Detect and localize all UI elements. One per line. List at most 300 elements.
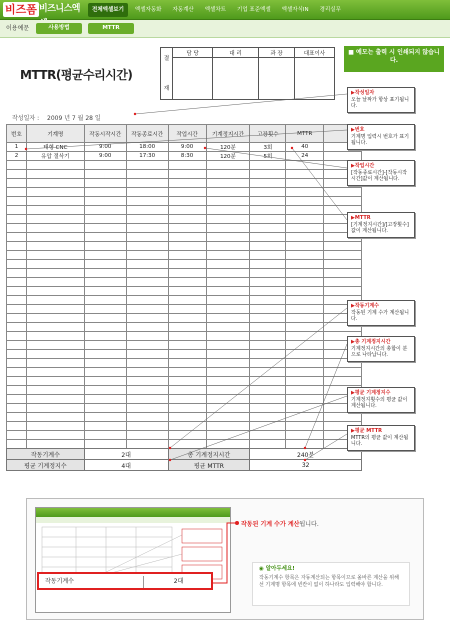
table-cell[interactable] xyxy=(168,377,206,386)
table-cell[interactable] xyxy=(286,287,324,296)
table-cell[interactable] xyxy=(126,359,168,368)
table-cell[interactable] xyxy=(206,404,250,413)
table-cell[interactable] xyxy=(7,179,27,188)
table-cell[interactable] xyxy=(286,359,324,368)
table-cell[interactable] xyxy=(324,197,362,206)
nav-item-excel-automation[interactable]: 엑셀자동화 xyxy=(134,7,162,13)
note-avg-mttr xyxy=(347,425,415,451)
table-cell[interactable] xyxy=(168,332,206,341)
table-cell[interactable] xyxy=(286,161,324,170)
table-cell[interactable] xyxy=(7,323,27,332)
table-cell[interactable] xyxy=(324,188,362,197)
table-cell[interactable] xyxy=(206,377,250,386)
approval-sign-manager[interactable] xyxy=(259,58,295,100)
table-cell[interactable] xyxy=(126,188,168,197)
table-cell[interactable] xyxy=(206,224,250,233)
table-cell[interactable] xyxy=(206,305,250,314)
table-cell[interactable] xyxy=(7,332,27,341)
table-cell[interactable] xyxy=(26,359,84,368)
table-cell[interactable] xyxy=(324,251,362,260)
table-cell[interactable] xyxy=(7,269,27,278)
table-cell[interactable] xyxy=(84,413,126,422)
table-cell[interactable] xyxy=(168,251,206,260)
table-cell[interactable] xyxy=(286,206,324,215)
table-cell[interactable] xyxy=(286,386,324,395)
table-cell[interactable] xyxy=(250,242,286,251)
table-cell[interactable] xyxy=(286,350,324,359)
table-cell[interactable] xyxy=(84,215,126,224)
table-cell[interactable] xyxy=(324,278,362,287)
table-cell[interactable] xyxy=(7,233,27,242)
table-cell[interactable] xyxy=(286,170,324,179)
table-cell[interactable] xyxy=(250,341,286,350)
date-value[interactable]: 2009 년 7 월 28 일 xyxy=(47,115,101,122)
table-cell[interactable] xyxy=(206,368,250,377)
table-cell[interactable] xyxy=(286,233,324,242)
table-cell[interactable] xyxy=(206,251,250,260)
table-cell[interactable] xyxy=(168,422,206,431)
table-cell[interactable] xyxy=(126,377,168,386)
table-cell[interactable] xyxy=(168,215,206,224)
table-cell[interactable] xyxy=(168,395,206,404)
table-cell[interactable] xyxy=(168,287,206,296)
table-cell[interactable] xyxy=(206,341,250,350)
table-cell[interactable]: 2 xyxy=(7,152,27,161)
table-cell[interactable] xyxy=(26,287,84,296)
table-cell[interactable] xyxy=(168,341,206,350)
table-cell[interactable] xyxy=(26,314,84,323)
table-cell[interactable] xyxy=(84,296,126,305)
table-cell[interactable] xyxy=(206,422,250,431)
table-cell[interactable] xyxy=(26,170,84,179)
table-cell[interactable] xyxy=(250,215,286,224)
table-cell[interactable] xyxy=(168,386,206,395)
table-cell[interactable] xyxy=(126,314,168,323)
table-cell[interactable] xyxy=(250,323,286,332)
table-cell[interactable] xyxy=(84,305,126,314)
table-cell[interactable] xyxy=(286,413,324,422)
table-cell[interactable] xyxy=(7,161,27,170)
table-cell[interactable] xyxy=(250,305,286,314)
table-cell[interactable] xyxy=(26,350,84,359)
table-cell[interactable] xyxy=(250,197,286,206)
table-cell[interactable] xyxy=(250,278,286,287)
table-cell[interactable] xyxy=(126,269,168,278)
table-cell[interactable] xyxy=(84,224,126,233)
table-cell[interactable] xyxy=(126,422,168,431)
table-cell[interactable] xyxy=(126,323,168,332)
table-cell[interactable] xyxy=(26,395,84,404)
table-cell[interactable]: 8:30 xyxy=(168,152,206,161)
table-cell[interactable] xyxy=(286,179,324,188)
table-cell[interactable] xyxy=(7,260,27,269)
table-cell[interactable] xyxy=(206,179,250,188)
table-cell[interactable] xyxy=(84,278,126,287)
table-cell[interactable] xyxy=(84,260,126,269)
table-row xyxy=(7,431,362,440)
table-cell[interactable] xyxy=(84,404,126,413)
table-cell[interactable] xyxy=(206,260,250,269)
table-cell[interactable] xyxy=(7,386,27,395)
table-cell[interactable] xyxy=(7,278,27,287)
table-cell[interactable] xyxy=(84,170,126,179)
table-cell[interactable] xyxy=(206,215,250,224)
table-cell[interactable]: 120분 xyxy=(206,143,250,152)
table-cell[interactable] xyxy=(206,413,250,422)
table-cell[interactable] xyxy=(7,170,27,179)
table-cell[interactable] xyxy=(126,395,168,404)
table-cell[interactable] xyxy=(84,161,126,170)
table-cell[interactable] xyxy=(7,368,27,377)
approval-sign-staff[interactable] xyxy=(173,58,213,100)
table-cell[interactable] xyxy=(168,170,206,179)
table-cell[interactable] xyxy=(286,431,324,440)
table-cell[interactable] xyxy=(168,431,206,440)
table-cell[interactable] xyxy=(7,224,27,233)
table-cell[interactable] xyxy=(26,305,84,314)
table-cell[interactable]: 17:30 xyxy=(126,152,168,161)
table-cell[interactable] xyxy=(286,197,324,206)
note-title: ▶총 기계정지시간 xyxy=(351,339,391,345)
table-cell[interactable] xyxy=(286,314,324,323)
table-cell[interactable] xyxy=(126,296,168,305)
table-cell[interactable] xyxy=(126,431,168,440)
table-cell[interactable] xyxy=(206,188,250,197)
table-cell[interactable] xyxy=(324,413,362,422)
table-cell[interactable] xyxy=(168,269,206,278)
table-cell[interactable] xyxy=(126,260,168,269)
table-cell[interactable] xyxy=(26,377,84,386)
callout-text xyxy=(241,519,319,528)
table-cell[interactable] xyxy=(126,368,168,377)
table-cell[interactable] xyxy=(206,161,250,170)
how-to-use-button[interactable]: 사용방법 xyxy=(36,23,82,34)
table-cell[interactable] xyxy=(7,215,27,224)
table-cell[interactable] xyxy=(84,314,126,323)
print-notice: ■ 예모는 출력 시 인쇄되지 않습니다. xyxy=(344,46,444,72)
table-cell[interactable] xyxy=(26,206,84,215)
table-cell[interactable] xyxy=(126,341,168,350)
nav-item-all-excel[interactable]: 전체엑셀보기 xyxy=(88,3,128,17)
table-cell[interactable] xyxy=(168,260,206,269)
table-cell[interactable] xyxy=(206,359,250,368)
table-cell[interactable] xyxy=(84,269,126,278)
table-cell[interactable] xyxy=(286,395,324,404)
table-cell[interactable] xyxy=(126,215,168,224)
table-cell[interactable] xyxy=(250,314,286,323)
table-cell[interactable] xyxy=(286,422,324,431)
table-cell[interactable] xyxy=(126,404,168,413)
table-cell[interactable] xyxy=(84,197,126,206)
table-cell[interactable]: 9:00 xyxy=(84,152,126,161)
table-cell[interactable] xyxy=(84,395,126,404)
table-cell[interactable] xyxy=(126,224,168,233)
table-cell[interactable] xyxy=(206,323,250,332)
table-cell[interactable] xyxy=(168,179,206,188)
table-cell[interactable] xyxy=(324,287,362,296)
mttr-sheet-button[interactable]: MTTR xyxy=(88,23,134,34)
table-cell[interactable] xyxy=(84,377,126,386)
table-cell[interactable] xyxy=(126,161,168,170)
table-cell[interactable] xyxy=(26,188,84,197)
table-cell[interactable] xyxy=(250,287,286,296)
table-cell[interactable] xyxy=(168,296,206,305)
table-cell[interactable]: 18:00 xyxy=(126,143,168,152)
table-cell[interactable] xyxy=(206,287,250,296)
table-cell[interactable] xyxy=(250,170,286,179)
table-cell[interactable] xyxy=(84,179,126,188)
table-cell[interactable] xyxy=(126,305,168,314)
table-cell[interactable] xyxy=(250,296,286,305)
table-cell[interactable] xyxy=(26,179,84,188)
table-cell[interactable] xyxy=(126,197,168,206)
table-cell[interactable] xyxy=(7,377,27,386)
table-row xyxy=(7,197,362,206)
table-cell[interactable] xyxy=(168,278,206,287)
table-cell[interactable]: 40 xyxy=(286,143,324,152)
table-cell[interactable] xyxy=(250,179,286,188)
table-cell[interactable] xyxy=(84,233,126,242)
nav-item-excel-chart[interactable]: 엑셀차트 xyxy=(204,7,226,13)
col-header-start: 작동시작시간 xyxy=(84,125,126,143)
table-cell[interactable] xyxy=(84,386,126,395)
table-cell[interactable] xyxy=(84,323,126,332)
table-cell[interactable] xyxy=(168,224,206,233)
table-cell[interactable]: 3회 xyxy=(250,143,286,152)
table-cell[interactable] xyxy=(84,188,126,197)
table-cell[interactable] xyxy=(286,323,324,332)
table-cell[interactable] xyxy=(206,278,250,287)
table-cell[interactable]: 9:00 xyxy=(168,143,206,152)
table-cell[interactable] xyxy=(286,260,324,269)
table-cell[interactable] xyxy=(7,395,27,404)
table-cell[interactable] xyxy=(126,170,168,179)
nav-item-auto-calc[interactable]: 자동계산 xyxy=(172,7,194,13)
table-cell[interactable] xyxy=(84,287,126,296)
table-cell[interactable] xyxy=(126,251,168,260)
table-cell[interactable] xyxy=(26,215,84,224)
table-cell[interactable] xyxy=(324,269,362,278)
table-cell[interactable] xyxy=(324,377,362,386)
table-cell[interactable] xyxy=(286,377,324,386)
table-cell[interactable] xyxy=(7,287,27,296)
table-cell[interactable] xyxy=(168,413,206,422)
table-cell[interactable] xyxy=(286,305,324,314)
table-cell[interactable]: 5회 xyxy=(250,152,286,161)
table-cell[interactable] xyxy=(250,233,286,242)
table-cell[interactable] xyxy=(26,413,84,422)
table-cell[interactable] xyxy=(250,224,286,233)
table-cell[interactable] xyxy=(84,341,126,350)
table-cell[interactable] xyxy=(206,314,250,323)
table-cell[interactable] xyxy=(7,359,27,368)
table-cell[interactable] xyxy=(84,368,126,377)
table-cell[interactable] xyxy=(7,305,27,314)
table-cell[interactable] xyxy=(126,386,168,395)
table-cell[interactable] xyxy=(7,431,27,440)
table-cell[interactable] xyxy=(84,251,126,260)
table-cell[interactable] xyxy=(168,242,206,251)
table-cell[interactable] xyxy=(250,188,286,197)
table-cell[interactable] xyxy=(250,260,286,269)
table-cell[interactable] xyxy=(286,188,324,197)
table-cell[interactable] xyxy=(286,368,324,377)
table-cell[interactable] xyxy=(7,314,27,323)
table-cell[interactable] xyxy=(26,233,84,242)
table-cell[interactable] xyxy=(7,404,27,413)
table-cell[interactable]: 9:00 xyxy=(84,143,126,152)
nav-item-standard-excel[interactable]: 기업 표준엑셀 xyxy=(237,7,271,13)
table-cell[interactable] xyxy=(26,404,84,413)
table-cell[interactable] xyxy=(7,188,27,197)
table-cell[interactable] xyxy=(126,413,168,422)
table-cell[interactable] xyxy=(206,395,250,404)
bizform-logo[interactable] xyxy=(3,2,85,18)
table-cell[interactable] xyxy=(7,206,27,215)
table-cell[interactable] xyxy=(168,359,206,368)
table-cell[interactable] xyxy=(206,197,250,206)
table-cell[interactable] xyxy=(7,341,27,350)
table-cell[interactable] xyxy=(206,170,250,179)
nav-item-accounting[interactable]: 경리실무 xyxy=(319,7,341,13)
table-cell[interactable] xyxy=(206,386,250,395)
table-cell[interactable] xyxy=(84,422,126,431)
table-cell[interactable] xyxy=(26,197,84,206)
table-cell[interactable] xyxy=(324,242,362,251)
table-cell[interactable] xyxy=(126,179,168,188)
table-cell[interactable] xyxy=(26,269,84,278)
table-cell[interactable] xyxy=(26,332,84,341)
table-cell[interactable] xyxy=(7,242,27,251)
approval-sign-deputy[interactable] xyxy=(213,58,259,100)
table-cell[interactable] xyxy=(168,206,206,215)
table-cell[interactable] xyxy=(168,314,206,323)
table-cell[interactable] xyxy=(250,422,286,431)
table-cell[interactable] xyxy=(26,242,84,251)
table-cell[interactable] xyxy=(286,242,324,251)
table-cell[interactable] xyxy=(168,404,206,413)
table-cell[interactable] xyxy=(250,332,286,341)
table-row xyxy=(7,206,362,215)
table-cell[interactable] xyxy=(168,233,206,242)
table-cell[interactable] xyxy=(286,341,324,350)
table-cell[interactable] xyxy=(250,404,286,413)
table-cell[interactable] xyxy=(168,305,206,314)
table-cell[interactable] xyxy=(286,404,324,413)
table-cell[interactable]: 1 xyxy=(7,143,27,152)
table-cell[interactable] xyxy=(126,206,168,215)
table-cell[interactable] xyxy=(84,206,126,215)
table-cell[interactable]: 유압 절삭기 xyxy=(26,152,84,161)
table-cell[interactable] xyxy=(206,242,250,251)
nav-item-excel-knowledge[interactable]: 엑셀자식IN xyxy=(281,7,309,13)
table-cell[interactable] xyxy=(7,413,27,422)
table-cell[interactable] xyxy=(168,323,206,332)
table-cell[interactable] xyxy=(84,431,126,440)
table-cell[interactable] xyxy=(26,386,84,395)
table-cell[interactable] xyxy=(286,224,324,233)
table-cell[interactable] xyxy=(26,161,84,170)
table-cell[interactable] xyxy=(126,233,168,242)
table-cell[interactable] xyxy=(26,224,84,233)
table-cell[interactable] xyxy=(84,242,126,251)
table-cell[interactable]: 태형 CNC xyxy=(26,143,84,152)
table-cell[interactable] xyxy=(126,350,168,359)
table-cell[interactable] xyxy=(286,215,324,224)
table-cell[interactable] xyxy=(286,278,324,287)
table-cell[interactable] xyxy=(250,368,286,377)
table-cell[interactable] xyxy=(324,368,362,377)
table-cell[interactable] xyxy=(206,296,250,305)
table-cell[interactable] xyxy=(250,395,286,404)
table-cell[interactable] xyxy=(250,359,286,368)
table-cell[interactable] xyxy=(286,251,324,260)
table-cell[interactable] xyxy=(250,386,286,395)
table-cell[interactable] xyxy=(126,287,168,296)
table-cell[interactable] xyxy=(168,161,206,170)
table-cell[interactable] xyxy=(250,350,286,359)
table-cell[interactable] xyxy=(26,422,84,431)
table-cell[interactable] xyxy=(7,251,27,260)
table-cell[interactable] xyxy=(168,197,206,206)
table-cell[interactable] xyxy=(250,206,286,215)
table-cell[interactable] xyxy=(84,359,126,368)
table-cell[interactable] xyxy=(324,260,362,269)
table-cell[interactable] xyxy=(250,377,286,386)
table-cell[interactable] xyxy=(7,350,27,359)
main-nav xyxy=(88,3,348,17)
table-cell[interactable] xyxy=(26,323,84,332)
table-cell[interactable] xyxy=(7,422,27,431)
table-cell[interactable] xyxy=(206,431,250,440)
table-cell[interactable] xyxy=(250,269,286,278)
table-cell[interactable] xyxy=(206,269,250,278)
table-cell[interactable]: 24 xyxy=(286,152,324,161)
table-cell[interactable] xyxy=(26,251,84,260)
table-cell[interactable] xyxy=(250,431,286,440)
table-cell[interactable] xyxy=(7,296,27,305)
table-cell[interactable] xyxy=(26,431,84,440)
table-cell[interactable] xyxy=(286,296,324,305)
table-cell[interactable] xyxy=(84,350,126,359)
table-cell[interactable] xyxy=(286,269,324,278)
table-cell[interactable]: 120분 xyxy=(206,152,250,161)
table-cell[interactable] xyxy=(168,188,206,197)
mttr-table xyxy=(6,124,362,449)
table-cell[interactable] xyxy=(126,242,168,251)
table-cell[interactable] xyxy=(26,260,84,269)
table-cell[interactable] xyxy=(286,332,324,341)
table-cell[interactable] xyxy=(26,368,84,377)
table-cell[interactable] xyxy=(26,341,84,350)
table-cell[interactable] xyxy=(26,278,84,287)
table-cell[interactable] xyxy=(7,197,27,206)
table-cell[interactable] xyxy=(168,368,206,377)
table-cell[interactable] xyxy=(84,332,126,341)
table-cell[interactable] xyxy=(250,413,286,422)
table-cell[interactable] xyxy=(26,296,84,305)
table-cell[interactable] xyxy=(206,206,250,215)
table-cell[interactable] xyxy=(206,332,250,341)
table-cell[interactable] xyxy=(126,278,168,287)
table-cell[interactable] xyxy=(126,332,168,341)
table-cell[interactable] xyxy=(250,251,286,260)
table-cell[interactable] xyxy=(250,161,286,170)
table-cell[interactable] xyxy=(206,233,250,242)
table-cell[interactable] xyxy=(206,350,250,359)
table-cell[interactable] xyxy=(168,350,206,359)
approval-sign-ceo[interactable] xyxy=(295,58,335,100)
